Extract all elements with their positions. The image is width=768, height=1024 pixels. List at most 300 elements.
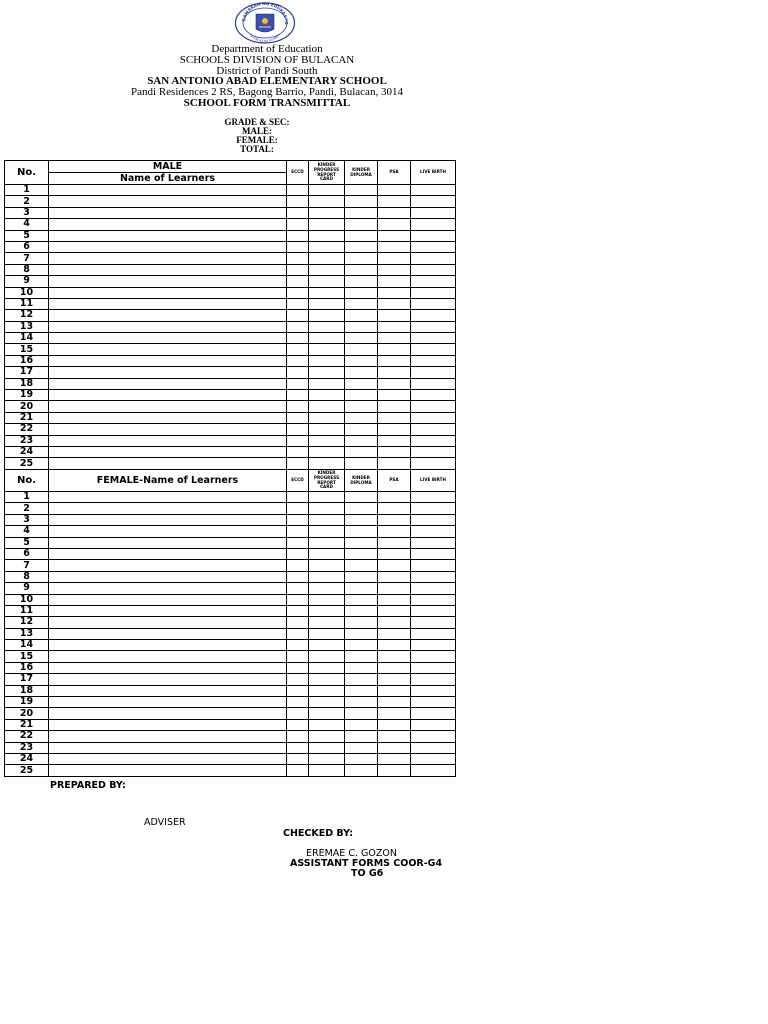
ecco-cell[interactable] xyxy=(287,321,309,332)
psa-cell[interactable] xyxy=(378,685,411,696)
kinder-diploma-cell[interactable] xyxy=(345,697,378,708)
ecco-cell[interactable] xyxy=(287,548,309,559)
learner-name-cell[interactable] xyxy=(49,617,287,628)
kinder-progress-cell[interactable] xyxy=(309,594,345,605)
live-birth-cell[interactable] xyxy=(411,514,456,525)
psa-cell[interactable] xyxy=(378,640,411,651)
learner-name-cell[interactable] xyxy=(49,446,287,457)
live-birth-cell[interactable] xyxy=(411,287,456,298)
learner-name-cell[interactable] xyxy=(49,378,287,389)
live-birth-cell[interactable] xyxy=(411,378,456,389)
ecco-cell[interactable] xyxy=(287,674,309,685)
kinder-diploma-cell[interactable] xyxy=(345,378,378,389)
ecco-cell[interactable] xyxy=(287,230,309,241)
learner-name-cell[interactable] xyxy=(49,344,287,355)
psa-cell[interactable] xyxy=(378,287,411,298)
ecco-cell[interactable] xyxy=(287,685,309,696)
psa-cell[interactable] xyxy=(378,628,411,639)
ecco-cell[interactable] xyxy=(287,287,309,298)
learner-name-cell[interactable] xyxy=(49,207,287,218)
live-birth-cell[interactable] xyxy=(411,492,456,503)
learner-name-cell[interactable] xyxy=(49,298,287,309)
kinder-diploma-cell[interactable] xyxy=(345,321,378,332)
psa-cell[interactable] xyxy=(378,560,411,571)
learner-name-cell[interactable] xyxy=(49,560,287,571)
psa-cell[interactable] xyxy=(378,708,411,719)
live-birth-cell[interactable] xyxy=(411,731,456,742)
kinder-progress-cell[interactable] xyxy=(309,276,345,287)
ecco-cell[interactable] xyxy=(287,651,309,662)
psa-cell[interactable] xyxy=(378,412,411,423)
learner-name-cell[interactable] xyxy=(49,765,287,776)
kinder-diploma-cell[interactable] xyxy=(345,651,378,662)
psa-cell[interactable] xyxy=(378,617,411,628)
psa-cell[interactable] xyxy=(378,674,411,685)
kinder-diploma-cell[interactable] xyxy=(345,287,378,298)
learner-name-cell[interactable] xyxy=(49,605,287,616)
kinder-progress-cell[interactable] xyxy=(309,492,345,503)
learner-name-cell[interactable] xyxy=(49,219,287,230)
ecco-cell[interactable] xyxy=(287,503,309,514)
psa-cell[interactable] xyxy=(378,731,411,742)
learner-name-cell[interactable] xyxy=(49,571,287,582)
learner-name-cell[interactable] xyxy=(49,355,287,366)
kinder-progress-cell[interactable] xyxy=(309,219,345,230)
live-birth-cell[interactable] xyxy=(411,298,456,309)
kinder-diploma-cell[interactable] xyxy=(345,731,378,742)
learner-name-cell[interactable] xyxy=(49,503,287,514)
learner-name-cell[interactable] xyxy=(49,685,287,696)
psa-cell[interactable] xyxy=(378,594,411,605)
kinder-diploma-cell[interactable] xyxy=(345,765,378,776)
kinder-diploma-cell[interactable] xyxy=(345,503,378,514)
kinder-diploma-cell[interactable] xyxy=(345,719,378,730)
psa-cell[interactable] xyxy=(378,276,411,287)
kinder-diploma-cell[interactable] xyxy=(345,333,378,344)
psa-cell[interactable] xyxy=(378,605,411,616)
kinder-diploma-cell[interactable] xyxy=(345,640,378,651)
kinder-progress-cell[interactable] xyxy=(309,333,345,344)
ecco-cell[interactable] xyxy=(287,424,309,435)
psa-cell[interactable] xyxy=(378,651,411,662)
kinder-progress-cell[interactable] xyxy=(309,412,345,423)
kinder-progress-cell[interactable] xyxy=(309,458,345,469)
ecco-cell[interactable] xyxy=(287,697,309,708)
kinder-progress-cell[interactable] xyxy=(309,253,345,264)
kinder-progress-cell[interactable] xyxy=(309,185,345,196)
kinder-diploma-cell[interactable] xyxy=(345,753,378,764)
kinder-progress-cell[interactable] xyxy=(309,537,345,548)
kinder-diploma-cell[interactable] xyxy=(345,548,378,559)
live-birth-cell[interactable] xyxy=(411,640,456,651)
ecco-cell[interactable] xyxy=(287,355,309,366)
ecco-cell[interactable] xyxy=(287,753,309,764)
kinder-diploma-cell[interactable] xyxy=(345,526,378,537)
live-birth-cell[interactable] xyxy=(411,526,456,537)
kinder-progress-cell[interactable] xyxy=(309,298,345,309)
kinder-diploma-cell[interactable] xyxy=(345,583,378,594)
kinder-progress-cell[interactable] xyxy=(309,719,345,730)
learner-name-cell[interactable] xyxy=(49,537,287,548)
learner-name-cell[interactable] xyxy=(49,628,287,639)
kinder-diploma-cell[interactable] xyxy=(345,594,378,605)
ecco-cell[interactable] xyxy=(287,412,309,423)
kinder-progress-cell[interactable] xyxy=(309,241,345,252)
kinder-diploma-cell[interactable] xyxy=(345,264,378,275)
live-birth-cell[interactable] xyxy=(411,185,456,196)
ecco-cell[interactable] xyxy=(287,401,309,412)
ecco-cell[interactable] xyxy=(287,207,309,218)
ecco-cell[interactable] xyxy=(287,446,309,457)
learner-name-cell[interactable] xyxy=(49,287,287,298)
kinder-progress-cell[interactable] xyxy=(309,560,345,571)
kinder-progress-cell[interactable] xyxy=(309,514,345,525)
live-birth-cell[interactable] xyxy=(411,674,456,685)
live-birth-cell[interactable] xyxy=(411,697,456,708)
learner-name-cell[interactable] xyxy=(49,412,287,423)
kinder-progress-cell[interactable] xyxy=(309,662,345,673)
psa-cell[interactable] xyxy=(378,219,411,230)
psa-cell[interactable] xyxy=(378,719,411,730)
psa-cell[interactable] xyxy=(378,583,411,594)
kinder-progress-cell[interactable] xyxy=(309,583,345,594)
ecco-cell[interactable] xyxy=(287,276,309,287)
kinder-diploma-cell[interactable] xyxy=(345,185,378,196)
ecco-cell[interactable] xyxy=(287,537,309,548)
live-birth-cell[interactable] xyxy=(411,708,456,719)
psa-cell[interactable] xyxy=(378,185,411,196)
live-birth-cell[interactable] xyxy=(411,628,456,639)
kinder-diploma-cell[interactable] xyxy=(345,458,378,469)
psa-cell[interactable] xyxy=(378,526,411,537)
kinder-diploma-cell[interactable] xyxy=(345,412,378,423)
ecco-cell[interactable] xyxy=(287,219,309,230)
live-birth-cell[interactable] xyxy=(411,662,456,673)
kinder-diploma-cell[interactable] xyxy=(345,537,378,548)
psa-cell[interactable] xyxy=(378,503,411,514)
kinder-diploma-cell[interactable] xyxy=(345,390,378,401)
psa-cell[interactable] xyxy=(378,742,411,753)
learner-name-cell[interactable] xyxy=(49,640,287,651)
kinder-progress-cell[interactable] xyxy=(309,390,345,401)
ecco-cell[interactable] xyxy=(287,344,309,355)
kinder-diploma-cell[interactable] xyxy=(345,708,378,719)
ecco-cell[interactable] xyxy=(287,560,309,571)
learner-name-cell[interactable] xyxy=(49,708,287,719)
learner-name-cell[interactable] xyxy=(49,390,287,401)
kinder-progress-cell[interactable] xyxy=(309,367,345,378)
kinder-progress-cell[interactable] xyxy=(309,207,345,218)
live-birth-cell[interactable] xyxy=(411,503,456,514)
learner-name-cell[interactable] xyxy=(49,321,287,332)
kinder-progress-cell[interactable] xyxy=(309,571,345,582)
ecco-cell[interactable] xyxy=(287,662,309,673)
kinder-diploma-cell[interactable] xyxy=(345,446,378,457)
live-birth-cell[interactable] xyxy=(411,401,456,412)
kinder-progress-cell[interactable] xyxy=(309,640,345,651)
kinder-diploma-cell[interactable] xyxy=(345,571,378,582)
psa-cell[interactable] xyxy=(378,310,411,321)
psa-cell[interactable] xyxy=(378,390,411,401)
ecco-cell[interactable] xyxy=(287,378,309,389)
psa-cell[interactable] xyxy=(378,321,411,332)
kinder-diploma-cell[interactable] xyxy=(345,230,378,241)
ecco-cell[interactable] xyxy=(287,492,309,503)
ecco-cell[interactable] xyxy=(287,617,309,628)
learner-name-cell[interactable] xyxy=(49,548,287,559)
psa-cell[interactable] xyxy=(378,378,411,389)
psa-cell[interactable] xyxy=(378,458,411,469)
kinder-progress-cell[interactable] xyxy=(309,355,345,366)
kinder-diploma-cell[interactable] xyxy=(345,662,378,673)
kinder-progress-cell[interactable] xyxy=(309,674,345,685)
kinder-diploma-cell[interactable] xyxy=(345,674,378,685)
ecco-cell[interactable] xyxy=(287,719,309,730)
ecco-cell[interactable] xyxy=(287,310,309,321)
learner-name-cell[interactable] xyxy=(49,367,287,378)
learner-name-cell[interactable] xyxy=(49,333,287,344)
psa-cell[interactable] xyxy=(378,401,411,412)
kinder-progress-cell[interactable] xyxy=(309,526,345,537)
learner-name-cell[interactable] xyxy=(49,424,287,435)
psa-cell[interactable] xyxy=(378,207,411,218)
kinder-progress-cell[interactable] xyxy=(309,651,345,662)
learner-name-cell[interactable] xyxy=(49,401,287,412)
live-birth-cell[interactable] xyxy=(411,333,456,344)
learner-name-cell[interactable] xyxy=(49,253,287,264)
ecco-cell[interactable] xyxy=(287,640,309,651)
kinder-diploma-cell[interactable] xyxy=(345,219,378,230)
learner-name-cell[interactable] xyxy=(49,526,287,537)
live-birth-cell[interactable] xyxy=(411,230,456,241)
kinder-progress-cell[interactable] xyxy=(309,264,345,275)
live-birth-cell[interactable] xyxy=(411,424,456,435)
kinder-progress-cell[interactable] xyxy=(309,697,345,708)
kinder-diploma-cell[interactable] xyxy=(345,196,378,207)
ecco-cell[interactable] xyxy=(287,435,309,446)
ecco-cell[interactable] xyxy=(287,333,309,344)
psa-cell[interactable] xyxy=(378,765,411,776)
learner-name-cell[interactable] xyxy=(49,731,287,742)
learner-name-cell[interactable] xyxy=(49,742,287,753)
live-birth-cell[interactable] xyxy=(411,355,456,366)
learner-name-cell[interactable] xyxy=(49,458,287,469)
psa-cell[interactable] xyxy=(378,514,411,525)
learner-name-cell[interactable] xyxy=(49,583,287,594)
learner-name-cell[interactable] xyxy=(49,196,287,207)
live-birth-cell[interactable] xyxy=(411,617,456,628)
learner-name-cell[interactable] xyxy=(49,514,287,525)
learner-name-cell[interactable] xyxy=(49,492,287,503)
learner-name-cell[interactable] xyxy=(49,185,287,196)
kinder-progress-cell[interactable] xyxy=(309,344,345,355)
live-birth-cell[interactable] xyxy=(411,321,456,332)
kinder-diploma-cell[interactable] xyxy=(345,628,378,639)
psa-cell[interactable] xyxy=(378,571,411,582)
live-birth-cell[interactable] xyxy=(411,548,456,559)
kinder-diploma-cell[interactable] xyxy=(345,742,378,753)
kinder-progress-cell[interactable] xyxy=(309,196,345,207)
ecco-cell[interactable] xyxy=(287,708,309,719)
kinder-diploma-cell[interactable] xyxy=(345,435,378,446)
learner-name-cell[interactable] xyxy=(49,719,287,730)
kinder-progress-cell[interactable] xyxy=(309,731,345,742)
live-birth-cell[interactable] xyxy=(411,435,456,446)
kinder-diploma-cell[interactable] xyxy=(345,310,378,321)
ecco-cell[interactable] xyxy=(287,185,309,196)
live-birth-cell[interactable] xyxy=(411,594,456,605)
kinder-progress-cell[interactable] xyxy=(309,548,345,559)
psa-cell[interactable] xyxy=(378,367,411,378)
ecco-cell[interactable] xyxy=(287,241,309,252)
psa-cell[interactable] xyxy=(378,333,411,344)
live-birth-cell[interactable] xyxy=(411,605,456,616)
learner-name-cell[interactable] xyxy=(49,697,287,708)
psa-cell[interactable] xyxy=(378,196,411,207)
ecco-cell[interactable] xyxy=(287,526,309,537)
live-birth-cell[interactable] xyxy=(411,207,456,218)
live-birth-cell[interactable] xyxy=(411,685,456,696)
kinder-diploma-cell[interactable] xyxy=(345,207,378,218)
kinder-diploma-cell[interactable] xyxy=(345,276,378,287)
live-birth-cell[interactable] xyxy=(411,719,456,730)
live-birth-cell[interactable] xyxy=(411,537,456,548)
live-birth-cell[interactable] xyxy=(411,344,456,355)
psa-cell[interactable] xyxy=(378,424,411,435)
kinder-diploma-cell[interactable] xyxy=(345,424,378,435)
ecco-cell[interactable] xyxy=(287,731,309,742)
kinder-diploma-cell[interactable] xyxy=(345,298,378,309)
ecco-cell[interactable] xyxy=(287,196,309,207)
kinder-progress-cell[interactable] xyxy=(309,617,345,628)
kinder-diploma-cell[interactable] xyxy=(345,617,378,628)
live-birth-cell[interactable] xyxy=(411,253,456,264)
live-birth-cell[interactable] xyxy=(411,310,456,321)
kinder-diploma-cell[interactable] xyxy=(345,344,378,355)
kinder-progress-cell[interactable] xyxy=(309,287,345,298)
ecco-cell[interactable] xyxy=(287,605,309,616)
psa-cell[interactable] xyxy=(378,697,411,708)
live-birth-cell[interactable] xyxy=(411,583,456,594)
ecco-cell[interactable] xyxy=(287,390,309,401)
live-birth-cell[interactable] xyxy=(411,241,456,252)
learner-name-cell[interactable] xyxy=(49,310,287,321)
kinder-diploma-cell[interactable] xyxy=(345,514,378,525)
live-birth-cell[interactable] xyxy=(411,196,456,207)
kinder-progress-cell[interactable] xyxy=(309,446,345,457)
live-birth-cell[interactable] xyxy=(411,458,456,469)
live-birth-cell[interactable] xyxy=(411,765,456,776)
ecco-cell[interactable] xyxy=(287,765,309,776)
psa-cell[interactable] xyxy=(378,264,411,275)
psa-cell[interactable] xyxy=(378,537,411,548)
live-birth-cell[interactable] xyxy=(411,219,456,230)
psa-cell[interactable] xyxy=(378,355,411,366)
learner-name-cell[interactable] xyxy=(49,241,287,252)
kinder-progress-cell[interactable] xyxy=(309,310,345,321)
psa-cell[interactable] xyxy=(378,446,411,457)
live-birth-cell[interactable] xyxy=(411,264,456,275)
psa-cell[interactable] xyxy=(378,344,411,355)
kinder-diploma-cell[interactable] xyxy=(345,605,378,616)
ecco-cell[interactable] xyxy=(287,514,309,525)
learner-name-cell[interactable] xyxy=(49,264,287,275)
learner-name-cell[interactable] xyxy=(49,435,287,446)
kinder-progress-cell[interactable] xyxy=(309,503,345,514)
live-birth-cell[interactable] xyxy=(411,560,456,571)
live-birth-cell[interactable] xyxy=(411,412,456,423)
kinder-progress-cell[interactable] xyxy=(309,708,345,719)
psa-cell[interactable] xyxy=(378,230,411,241)
live-birth-cell[interactable] xyxy=(411,276,456,287)
kinder-diploma-cell[interactable] xyxy=(345,355,378,366)
kinder-diploma-cell[interactable] xyxy=(345,560,378,571)
kinder-progress-cell[interactable] xyxy=(309,378,345,389)
ecco-cell[interactable] xyxy=(287,742,309,753)
learner-name-cell[interactable] xyxy=(49,674,287,685)
kinder-diploma-cell[interactable] xyxy=(345,241,378,252)
psa-cell[interactable] xyxy=(378,492,411,503)
kinder-progress-cell[interactable] xyxy=(309,605,345,616)
kinder-progress-cell[interactable] xyxy=(309,321,345,332)
psa-cell[interactable] xyxy=(378,298,411,309)
learner-name-cell[interactable] xyxy=(49,753,287,764)
live-birth-cell[interactable] xyxy=(411,742,456,753)
psa-cell[interactable] xyxy=(378,241,411,252)
ecco-cell[interactable] xyxy=(287,628,309,639)
learner-name-cell[interactable] xyxy=(49,230,287,241)
kinder-progress-cell[interactable] xyxy=(309,628,345,639)
ecco-cell[interactable] xyxy=(287,264,309,275)
kinder-progress-cell[interactable] xyxy=(309,401,345,412)
kinder-progress-cell[interactable] xyxy=(309,753,345,764)
live-birth-cell[interactable] xyxy=(411,651,456,662)
learner-name-cell[interactable] xyxy=(49,276,287,287)
kinder-diploma-cell[interactable] xyxy=(345,253,378,264)
kinder-diploma-cell[interactable] xyxy=(345,401,378,412)
ecco-cell[interactable] xyxy=(287,458,309,469)
kinder-diploma-cell[interactable] xyxy=(345,367,378,378)
kinder-diploma-cell[interactable] xyxy=(345,492,378,503)
kinder-progress-cell[interactable] xyxy=(309,424,345,435)
psa-cell[interactable] xyxy=(378,435,411,446)
live-birth-cell[interactable] xyxy=(411,571,456,582)
ecco-cell[interactable] xyxy=(287,253,309,264)
ecco-cell[interactable] xyxy=(287,367,309,378)
kinder-progress-cell[interactable] xyxy=(309,230,345,241)
live-birth-cell[interactable] xyxy=(411,367,456,378)
kinder-diploma-cell[interactable] xyxy=(345,685,378,696)
live-birth-cell[interactable] xyxy=(411,446,456,457)
learner-name-cell[interactable] xyxy=(49,651,287,662)
psa-cell[interactable] xyxy=(378,548,411,559)
kinder-progress-cell[interactable] xyxy=(309,435,345,446)
ecco-cell[interactable] xyxy=(287,583,309,594)
psa-cell[interactable] xyxy=(378,662,411,673)
ecco-cell[interactable] xyxy=(287,571,309,582)
psa-cell[interactable] xyxy=(378,253,411,264)
ecco-cell[interactable] xyxy=(287,298,309,309)
live-birth-cell[interactable] xyxy=(411,753,456,764)
psa-cell[interactable] xyxy=(378,753,411,764)
kinder-progress-cell[interactable] xyxy=(309,765,345,776)
kinder-progress-cell[interactable] xyxy=(309,742,345,753)
kinder-progress-cell[interactable] xyxy=(309,685,345,696)
live-birth-cell[interactable] xyxy=(411,390,456,401)
learner-name-cell[interactable] xyxy=(49,662,287,673)
ecco-cell[interactable] xyxy=(287,594,309,605)
learner-name-cell[interactable] xyxy=(49,594,287,605)
